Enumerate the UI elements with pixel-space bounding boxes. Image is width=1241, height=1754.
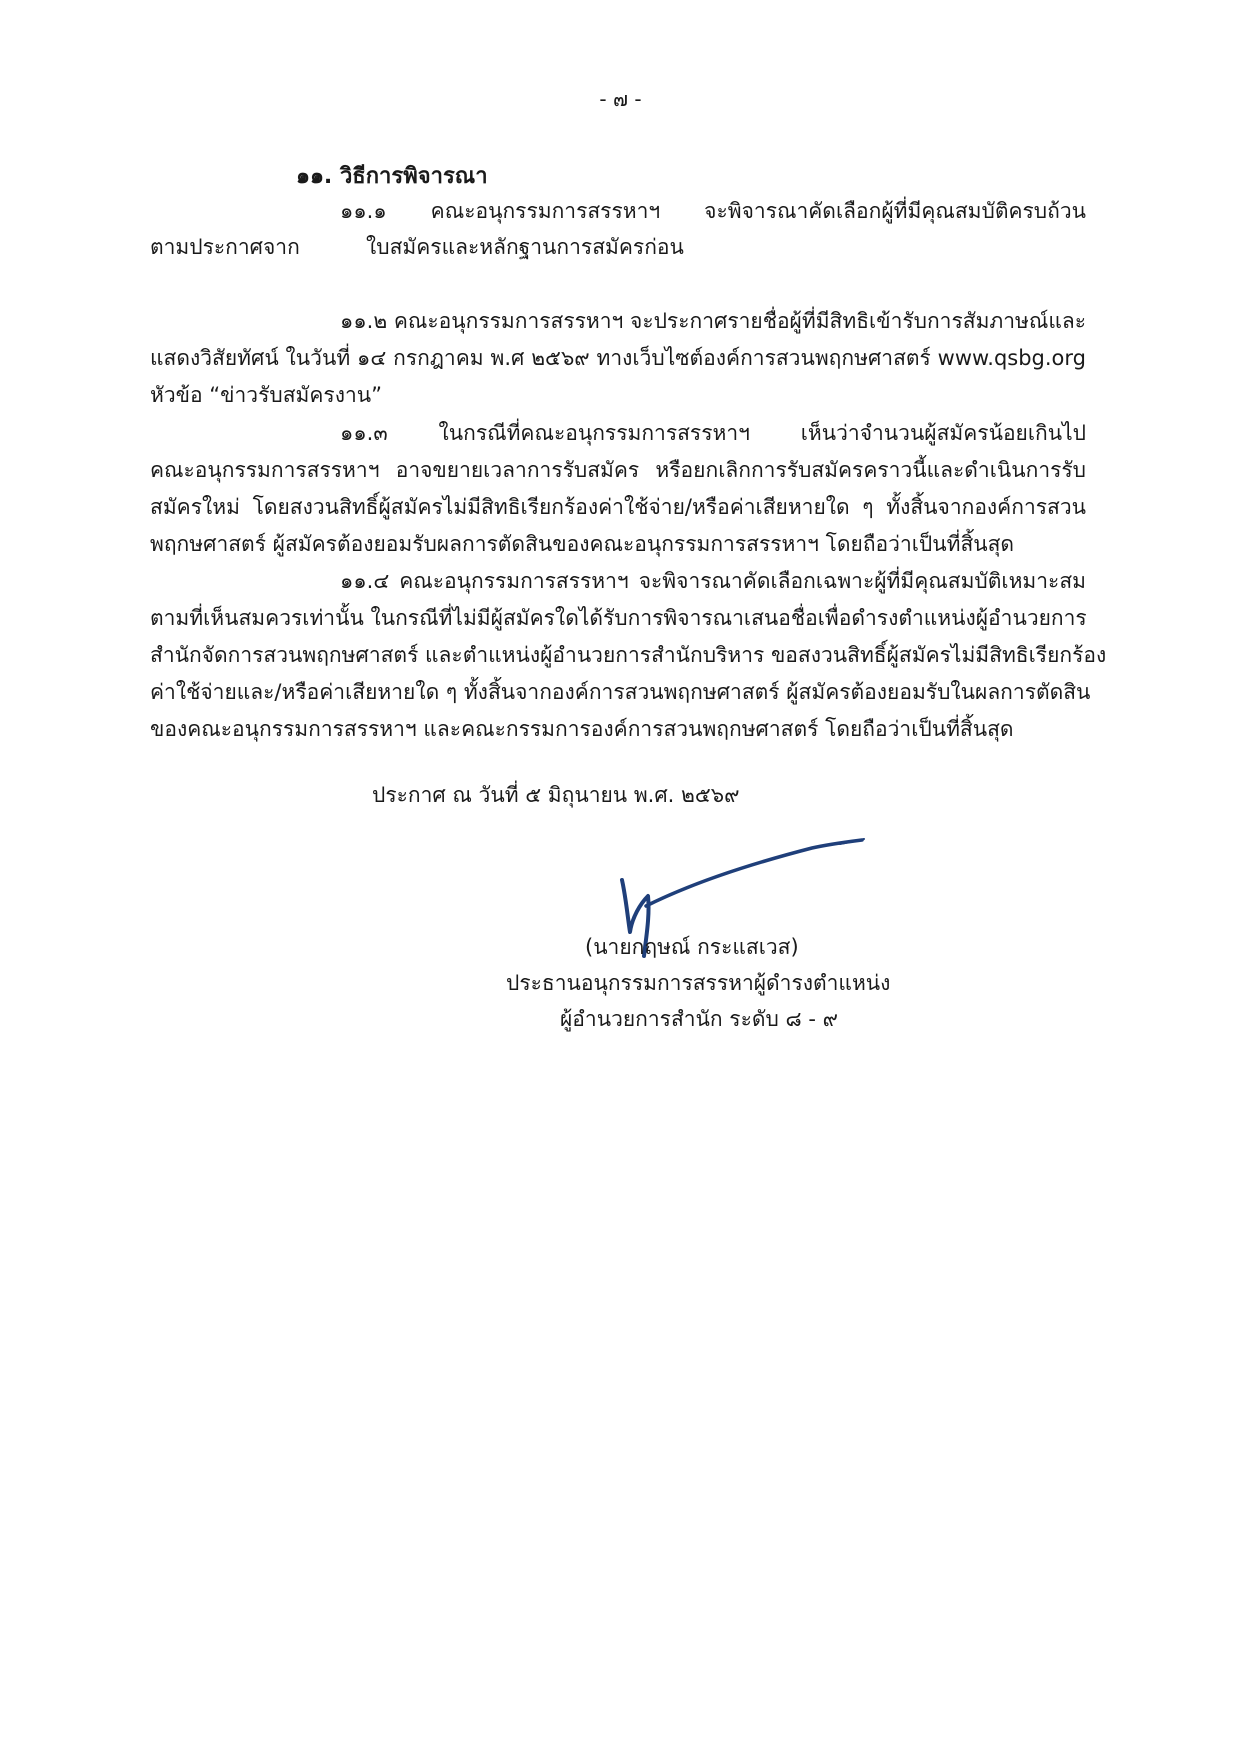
- clause-11-1-line-2b: ใบสมัครและหลักฐานการสมัครก่อน: [366, 235, 684, 259]
- section-heading: ๑๑. วิธีการพิจารณา: [296, 164, 488, 189]
- clause-11-2-line-1: ๑๑.๒ คณะอนุกรรมการสรรหาฯ จะประกาศรายชื่อผู้ที่มีสิทธิเข้ารับการสัมภาษณ์และ: [340, 309, 1087, 333]
- clause-11-1-line-1: ๑๑.๑ คณะอนุกรรมการสรรหาฯ จะพิจารณาคัดเลือกผู้ที่มีคุณสมบัติครบถ้วน: [340, 199, 1086, 223]
- clause-11-4-line-3: สำนักจัดการสวนพฤกษศาสตร์ และตำแหน่งผู้อำนวยการสำนักบริหาร ขอสงวนสิทธิ์ผู้สมัครไม่มีสิทธิเรียกร้อง: [150, 643, 1107, 667]
- clause-11-4-line-4: ค่าใช้จ่ายและ/หรือค่าเสียหายใด ๆ ทั้งสิ้นจากองค์การสวนพฤกษศาสตร์ ผู้สมัครต้องยอมรับในผลการตัดสิน: [150, 680, 1091, 704]
- clause-11-1-line-2a: ตามประกาศจาก: [150, 235, 300, 259]
- signer-name: (นายกฤษณ์ กระแสเวส): [585, 935, 799, 959]
- page-number: - ๗ -: [599, 87, 642, 111]
- clause-11-4-line-2: ตามที่เห็นสมควรเท่านั้น ในกรณีที่ไม่มีผู้สมัครใดได้รับการพิจารณาเสนอชื่อเพื่อดำรงตำแหน่งผู้อำนวยการ: [150, 606, 1087, 630]
- announcement-date: ประกาศ ณ วันที่ ๕ มิถุนายน พ.ศ. ๒๕๖๙: [372, 783, 740, 807]
- clause-11-3-line-4: พฤกษศาสตร์ ผู้สมัครต้องยอมรับผลการตัดสินของคณะอนุกรรมการสรรหาฯ โดยถือว่าเป็นที่สิ้นสุด: [150, 532, 1015, 556]
- clause-11-4-line-1: ๑๑.๔ คณะอนุกรรมการสรรหาฯ จะพิจารณาคัดเลือกเฉพาะผู้ที่มีคุณสมบัติเหมาะสม: [340, 569, 1086, 593]
- clause-11-3-line-1: ๑๑.๓ ในกรณีที่คณะอนุกรรมการสรรหาฯ เห็นว่าจำนวนผู้สมัครน้อยเกินไป: [340, 421, 1086, 445]
- clause-11-2-line-3: หัวข้อ “ข่าวรับสมัครงาน”: [150, 383, 382, 407]
- clause-11-3-line-3: สมัครใหม่ โดยสงวนสิทธิ์ผู้สมัครไม่มีสิทธิเรียกร้องค่าใช้จ่าย/หรือค่าเสียหายใด ๆ ทั้งสิ้นจากองค์การสวน: [150, 495, 1086, 519]
- clause-11-3-line-2: คณะอนุกรรมการสรรหาฯ อาจขยายเวลาการรับสมัคร หรือยกเลิกการรับสมัครคราวนี้และดำเนินการรับ: [150, 458, 1086, 482]
- clause-11-4-line-5: ของคณะอนุกรรมการสรรหาฯ และคณะกรรมการองค์การสวนพฤกษศาสตร์ โดยถือว่าเป็นที่สิ้นสุด: [150, 717, 1014, 741]
- signer-title-line-2: ผู้อำนวยการสำนัก ระดับ ๘ - ๙: [560, 1007, 839, 1031]
- signer-title-line-1: ประธานอนุกรรมการสรรหาผู้ดำรงตำแหน่ง: [506, 971, 891, 995]
- clause-11-2-line-2: แสดงวิสัยทัศน์ ในวันที่ ๑๔ กรกฎาคม พ.ศ ๒๕๖๙ ทางเว็บไซต์องค์การสวนพฤกษศาสตร์ www.qsbg.org: [150, 346, 1086, 370]
